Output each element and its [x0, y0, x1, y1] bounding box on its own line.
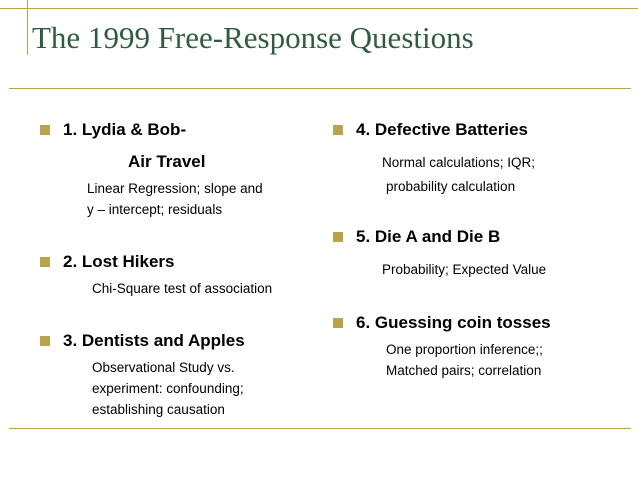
question-4-line-2: probability calculation	[386, 179, 516, 194]
square-bullet-icon	[40, 336, 50, 346]
question-6-line-1: One proportion inference;;	[386, 342, 543, 357]
question-3-title: 3. Dentists and Apples	[63, 331, 245, 350]
bottom-rule	[9, 428, 631, 429]
question-3-line-3: establishing causation	[92, 402, 225, 417]
question-1-line-2: y – intercept; residuals	[87, 202, 223, 217]
corner-rule	[27, 0, 28, 55]
question-1-title-cont: Air Travel	[128, 152, 206, 171]
question-5-line-1: Probability; Expected Value	[382, 262, 547, 277]
question-5-title: 5. Die A and Die B	[356, 227, 501, 246]
question-6-title: 6. Guessing coin tosses	[356, 313, 551, 332]
slide-title: The 1999 Free-Response Questions	[32, 20, 474, 55]
square-bullet-icon	[40, 125, 50, 135]
square-bullet-icon	[40, 257, 50, 267]
question-3-line-1: Observational Study vs.	[92, 360, 235, 375]
square-bullet-icon	[333, 125, 343, 135]
square-bullet-icon	[333, 318, 343, 328]
question-1-line-1: Linear Regression; slope and	[87, 181, 263, 196]
question-3-line-2: experiment: confounding;	[92, 381, 244, 396]
question-4-title: 4. Defective Batteries	[356, 120, 528, 139]
question-6-line-2: Matched pairs; correlation	[386, 363, 542, 378]
question-2-line-1: Chi-Square test of association	[92, 281, 273, 296]
square-bullet-icon	[333, 232, 343, 242]
question-4-line-1: Normal calculations; IQR;	[382, 155, 536, 170]
question-1-title: 1. Lydia & Bob-	[63, 120, 187, 139]
title-rule	[9, 88, 631, 89]
question-2-title: 2. Lost Hikers	[63, 252, 175, 271]
top-rule	[0, 8, 638, 9]
